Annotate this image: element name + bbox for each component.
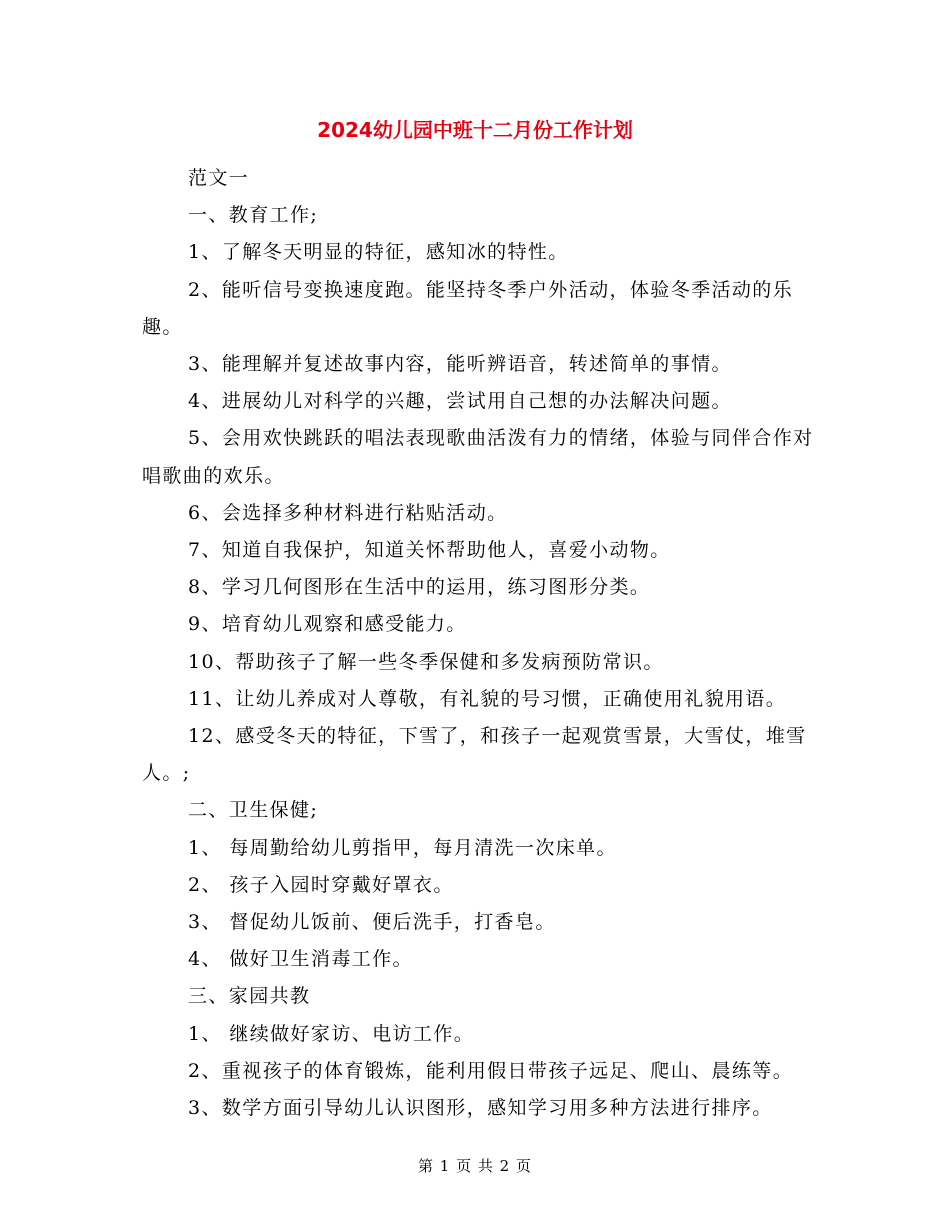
section-heading: 一、教育工作; — [188, 204, 319, 227]
list-item: 12、感受冬天的特征，下雪了，和孩子一起观赏雪景，大雪仗，堆雪人。; — [142, 725, 807, 785]
section-heading: 二、卫生保健; — [188, 799, 319, 822]
list-item: 2、 孩子入园时穿戴好罩衣。 — [188, 873, 454, 896]
list-item: 4、进展幼儿对科学的兴趣，尝试用自己想的办法解决问题。 — [188, 390, 732, 413]
page-title: 2024幼儿园中班十二月份工作计划 — [317, 118, 633, 142]
list-item: 2、重视孩子的体育锻炼，能利用假日带孩子远足、爬山、晨练等。 — [188, 1059, 794, 1082]
list-item: 4、 做好卫生消毒工作。 — [188, 948, 413, 971]
list-item: 11、让幼儿养成对人尊敬，有礼貌的号习惯，正确使用礼貌用语。 — [188, 687, 787, 710]
list-item: 7、知道自我保护，知道关怀帮助他人，喜爱小动物。 — [188, 539, 671, 562]
list-item: 3、数学方面引导幼儿认识图形，感知学习用多种方法进行排序。 — [188, 1097, 773, 1120]
list-item: 10、帮助孩子了解一些冬季保健和多发病预防常识。 — [188, 650, 664, 673]
page-number-footer: 第 1 页 共 2 页 — [418, 1157, 532, 1175]
list-item: 3、 督促幼儿饭前、便后洗手，打香皂。 — [188, 911, 556, 934]
list-item: 3、能理解并复述故事内容，能听辨语音，转述简单的事情。 — [188, 353, 732, 376]
list-item: 1、 继续做好家访、电访工作。 — [188, 1022, 475, 1045]
list-item: 1、 每周勤给幼儿剪指甲，每月清洗一次床单。 — [188, 836, 617, 859]
paragraph: 范文一 — [188, 167, 250, 189]
document-body — [142, 160, 822, 1127]
section-heading: 三、家园共教 — [188, 985, 311, 1008]
list-item: 8、学习几何图形在生活中的运用，练习图形分类。 — [188, 576, 651, 599]
list-item: 2、能听信号变换速度跑。能坚持冬季户外活动，体验冬季活动的乐趣。 — [142, 278, 794, 338]
list-item: 6、会选择多种材料进行粘贴活动。 — [188, 501, 508, 524]
list-item: 5、会用欢快跳跃的唱法表现歌曲活泼有力的情绪，体验与同伴合作对唱歌曲的欢乐。 — [142, 427, 814, 487]
list-item: 1、了解冬天明显的特征，感知冰的特性。 — [188, 241, 569, 264]
list-item: 9、培育幼儿观察和感受能力。 — [188, 613, 467, 636]
